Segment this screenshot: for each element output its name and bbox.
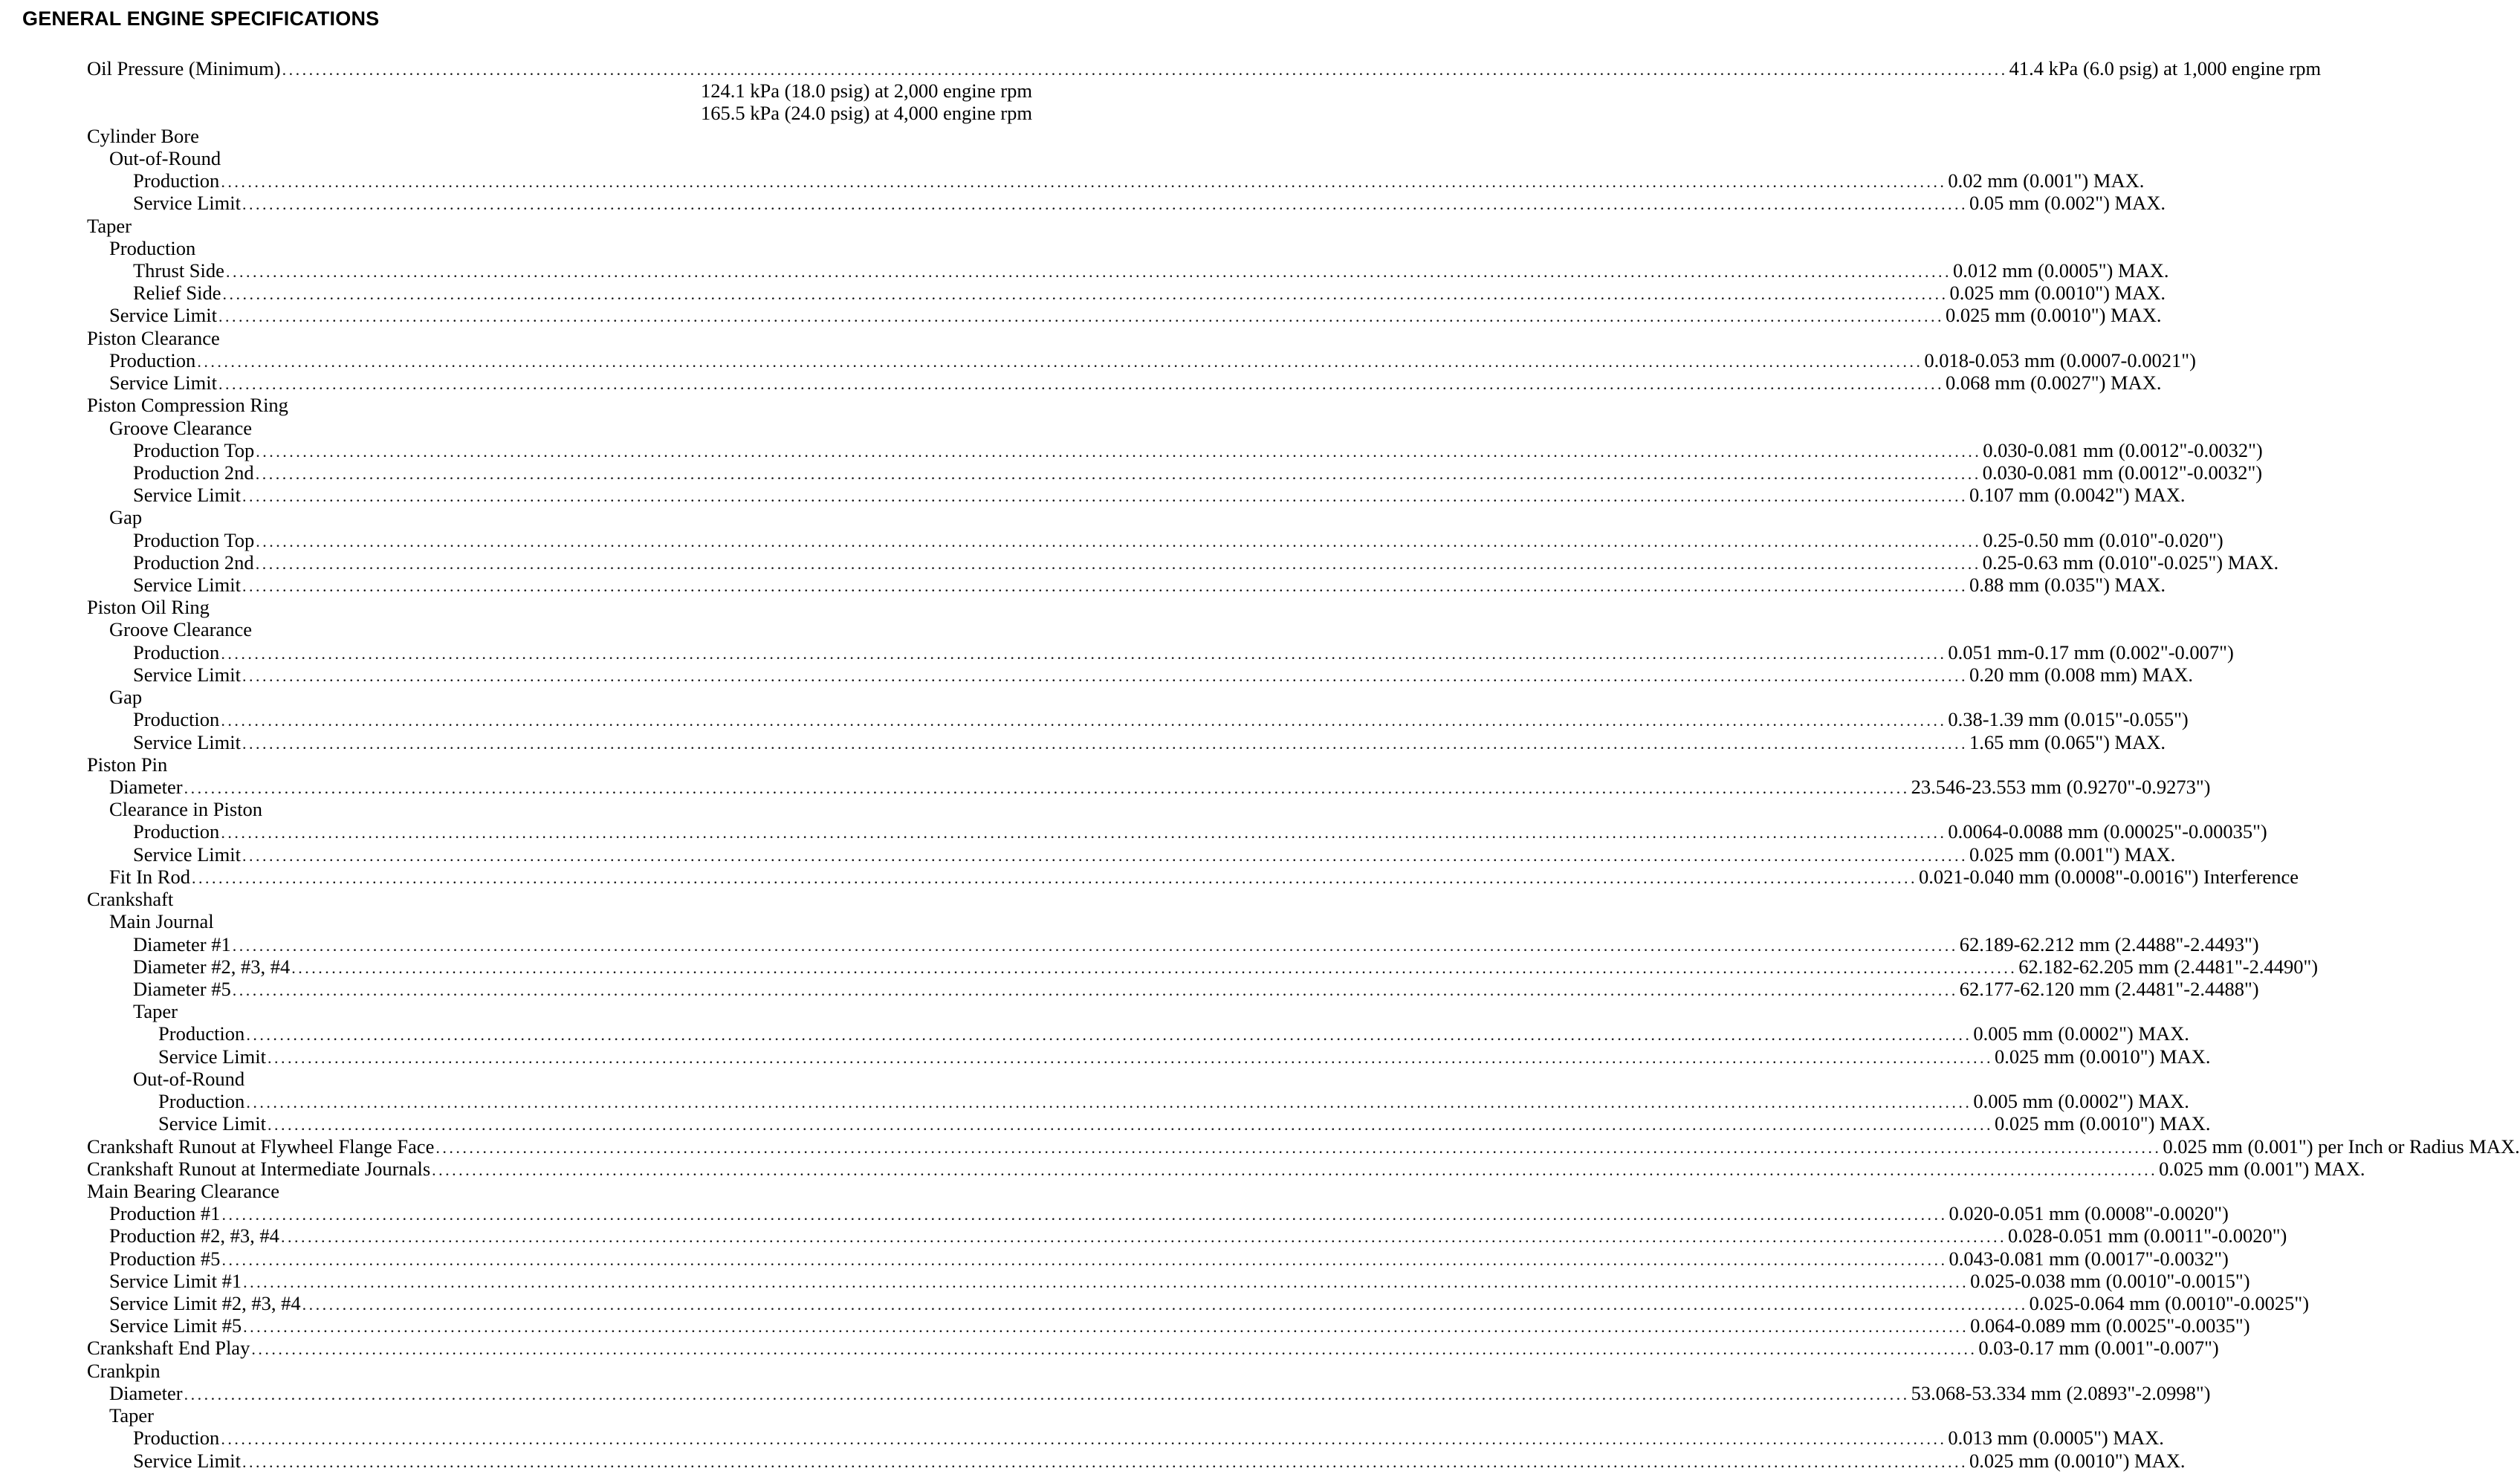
- spec-heading: Piston Pin: [87, 753, 168, 776]
- spec-value: 0.25-0.50 mm (0.010"-0.020"): [1983, 528, 2223, 551]
- spec-label: Production: [158, 1090, 245, 1113]
- spec-heading: Clearance in Piston: [109, 798, 263, 821]
- spec-value: 0.005 mm (0.0002") MAX.: [1973, 1022, 2189, 1045]
- spec-heading: Cylinder Bore: [87, 124, 199, 147]
- spec-row: [0, 776, 2211, 798]
- spec-value: 0.38-1.39 mm (0.015"-0.055"): [1948, 708, 2189, 731]
- spec-label: Service Limit #1: [109, 1269, 242, 1292]
- dot-leader: [223, 283, 1949, 305]
- spec-label: Production 2nd: [133, 461, 254, 484]
- spec-row: [0, 932, 2259, 955]
- spec-label: Production Top: [133, 438, 255, 461]
- spec-heading: Groove Clearance: [109, 416, 253, 439]
- spec-value: 0.030-0.081 mm (0.0012"-0.0032"): [1982, 461, 2263, 484]
- spec-label: Service Limit: [158, 1045, 266, 1068]
- spec-row: [0, 259, 2169, 282]
- spec-value: 0.025 mm (0.0010") MAX.: [1969, 1449, 2186, 1472]
- spec-row: [0, 1381, 2211, 1404]
- dot-leader: [221, 171, 1946, 193]
- spec-value-continuation: 124.1 kPa (18.0 psig) at 2,000 engine rpm: [700, 79, 1032, 103]
- dot-leader: [251, 1338, 1977, 1360]
- spec-value: 0.018-0.053 mm (0.0007-0.0021"): [1924, 348, 2196, 371]
- spec-label: Thrust Side: [133, 259, 224, 282]
- dot-leader: [268, 1047, 1993, 1069]
- spec-value: 0.064-0.089 mm (0.0025"-0.0035"): [1970, 1314, 2250, 1337]
- spec-label: Production: [109, 348, 196, 371]
- dot-leader: [242, 845, 1968, 867]
- spec-label: Diameter #1: [133, 932, 231, 955]
- spec-row: [0, 528, 2223, 551]
- spec-row: [0, 551, 2279, 574]
- spec-row: [0, 663, 2194, 686]
- dot-leader: [256, 463, 1981, 485]
- spec-row: [0, 1449, 2186, 1472]
- spec-value: 62.189-62.212 mm (2.4488"-2.4493"): [1959, 932, 2259, 955]
- spec-value: 0.025-0.038 mm (0.0010"-0.0015"): [1970, 1269, 2250, 1292]
- spec-row: [0, 1337, 2219, 1360]
- dot-leader: [246, 1024, 1972, 1046]
- spec-row: [0, 1269, 2250, 1292]
- spec-heading: Out-of-Round: [133, 1067, 245, 1090]
- spec-row: [0, 1247, 2229, 1270]
- spec-heading: Taper: [109, 1404, 154, 1427]
- spec-value: 0.025 mm (0.001") MAX.: [2159, 1157, 2365, 1180]
- spec-heading: Gap: [109, 506, 143, 529]
- dot-leader: [242, 1451, 1968, 1473]
- spec-value: 0.013 mm (0.0005") MAX.: [1948, 1427, 2164, 1450]
- spec-heading: Piston Clearance: [87, 326, 220, 349]
- spec-heading: Piston Oil Ring: [87, 596, 210, 619]
- spec-value: 0.03-0.17 mm (0.001"-0.007"): [1978, 1337, 2219, 1360]
- dot-leader: [291, 957, 2017, 979]
- dot-leader: [268, 1114, 1993, 1136]
- dot-leader: [242, 485, 1968, 507]
- dot-leader: [242, 733, 1968, 755]
- dot-leader: [221, 822, 1946, 844]
- spec-label: Production #5: [109, 1247, 221, 1270]
- spec-value: 62.182-62.205 mm (2.4481"-2.4490"): [2018, 955, 2319, 978]
- spec-list: [0, 57, 2520, 1472]
- spec-row: [0, 461, 2263, 484]
- spec-value: 0.025 mm (0.0010") MAX.: [1949, 282, 2166, 305]
- spec-label: Production: [133, 820, 220, 843]
- spec-row: [0, 484, 2186, 507]
- dot-leader: [242, 575, 1968, 597]
- spec-row: [0, 843, 2176, 866]
- dot-leader: [192, 867, 1917, 889]
- spec-value: 0.021-0.040 mm (0.0008"-0.0016") Interference: [1918, 865, 2299, 888]
- dot-leader: [184, 777, 1910, 799]
- spec-label: Production: [133, 169, 220, 192]
- dot-leader: [243, 1316, 1969, 1338]
- spec-row: [0, 282, 2166, 305]
- spec-value: 0.025 mm (0.0010") MAX.: [1994, 1112, 2211, 1135]
- spec-label: Production 2nd: [133, 551, 254, 574]
- spec-label: Service Limit: [133, 663, 241, 686]
- dot-leader: [221, 1428, 1946, 1450]
- dot-leader: [242, 665, 1968, 687]
- spec-row: [0, 730, 2166, 753]
- spec-value: 53.068-53.334 mm (2.0893"-2.0998"): [1911, 1381, 2211, 1404]
- spec-heading: Out-of-Round: [109, 146, 221, 169]
- dot-leader: [281, 1226, 2006, 1248]
- dot-leader: [435, 1137, 2161, 1159]
- spec-value: 0.025 mm (0.0010") MAX.: [1945, 304, 2162, 327]
- spec-value: 0.025-0.064 mm (0.0010"-0.0025"): [2029, 1292, 2310, 1315]
- spec-value: 0.025 mm (0.001") MAX.: [1969, 843, 2176, 866]
- spec-label: Crankshaft End Play: [87, 1337, 250, 1360]
- spec-row: [0, 640, 2234, 663]
- page-title: GENERAL ENGINE SPECIFICATIONS: [22, 7, 380, 30]
- spec-row: [0, 977, 2259, 1000]
- spec-row: [0, 348, 2196, 371]
- spec-row: [0, 192, 2166, 215]
- spec-value: 0.051 mm-0.17 mm (0.002"-0.007"): [1948, 640, 2234, 663]
- spec-heading: Taper: [133, 1000, 178, 1023]
- spec-label: Fit In Rod: [109, 865, 190, 888]
- spec-row: [0, 1135, 2520, 1158]
- dot-leader: [256, 441, 1981, 463]
- spec-label: Relief Side: [133, 282, 221, 305]
- dot-leader: [243, 1271, 1969, 1294]
- spec-label: Oil Pressure (Minimum): [87, 57, 281, 79]
- dot-leader: [432, 1159, 2157, 1181]
- dot-leader: [256, 530, 1981, 553]
- spec-value: 0.005 mm (0.0002") MAX.: [1973, 1090, 2189, 1113]
- spec-value: 0.068 mm (0.0027") MAX.: [1945, 371, 2162, 395]
- dot-leader: [282, 59, 2008, 81]
- dot-leader: [184, 1383, 1910, 1406]
- spec-label: Service Limit: [109, 371, 217, 395]
- spec-value: 0.05 mm (0.002") MAX.: [1969, 192, 2166, 215]
- spec-row: [0, 438, 2263, 461]
- spec-value: 0.012 mm (0.0005") MAX.: [1952, 259, 2169, 282]
- spec-row: [0, 1045, 2211, 1068]
- dot-leader: [246, 1091, 1972, 1114]
- spec-row: [0, 57, 2322, 79]
- spec-value: 1.65 mm (0.065") MAX.: [1969, 730, 2166, 753]
- spec-heading: Crankshaft: [87, 888, 174, 911]
- spec-label: Service Limit: [109, 304, 217, 327]
- spec-row: [0, 708, 2189, 731]
- spec-row: [0, 1090, 2189, 1113]
- spec-label: Production: [133, 1427, 220, 1450]
- spec-label: Service Limit: [133, 1449, 241, 1472]
- spec-value: 0.025 mm (0.0010") MAX.: [1994, 1045, 2211, 1068]
- dot-leader: [221, 710, 1946, 732]
- spec-value: 0.025 mm (0.001") per Inch or Radius MAX.: [2163, 1135, 2520, 1158]
- spec-heading: Main Bearing Clearance: [87, 1179, 279, 1202]
- spec-heading: Groove Clearance: [109, 618, 253, 641]
- dot-leader: [218, 373, 1944, 395]
- spec-label: Diameter: [109, 1381, 183, 1404]
- spec-row: [0, 955, 2319, 978]
- spec-label: Service Limit: [133, 843, 241, 866]
- spec-label: Production: [133, 640, 220, 663]
- spec-row: [0, 1224, 2287, 1247]
- spec-label: Service Limit #2, #3, #4: [109, 1292, 301, 1315]
- spec-row: [0, 169, 2145, 192]
- spec-label: Diameter #2, #3, #4: [133, 955, 291, 978]
- spec-label: Crankshaft Runout at Intermediate Journals: [87, 1157, 431, 1180]
- spec-heading: Taper: [87, 214, 132, 237]
- spec-value: 62.177-62.120 mm (2.4481"-2.4488"): [1959, 977, 2259, 1000]
- spec-row: [0, 1112, 2211, 1135]
- spec-label: Production Top: [133, 528, 255, 551]
- spec-value: 23.546-23.553 mm (0.9270"-0.9273"): [1911, 776, 2211, 798]
- spec-row: [0, 1022, 2189, 1045]
- spec-label: Service Limit: [158, 1112, 266, 1135]
- dot-leader: [242, 193, 1968, 215]
- spec-label: Service Limit: [133, 574, 241, 597]
- spec-label: Production #2, #3, #4: [109, 1224, 279, 1247]
- spec-value: 0.028-0.051 mm (0.0011"-0.0020"): [2007, 1224, 2287, 1247]
- spec-value: 0.88 mm (0.035") MAX.: [1969, 574, 2166, 597]
- dot-leader: [233, 935, 1958, 957]
- spec-value: 0.020-0.051 mm (0.0008"-0.0020"): [1949, 1202, 2229, 1225]
- spec-value: 41.4 kPa (6.0 psig) at 1,000 engine rpm: [2009, 57, 2322, 79]
- dot-leader: [221, 643, 1946, 665]
- dot-leader: [256, 553, 1981, 575]
- dot-leader: [226, 261, 1951, 283]
- spec-heading: Production: [109, 236, 196, 259]
- spec-label: Service Limit: [133, 192, 241, 215]
- spec-row: [0, 865, 2299, 888]
- spec-heading: Gap: [109, 686, 143, 709]
- dot-leader: [302, 1294, 2028, 1316]
- spec-label: Production #1: [109, 1202, 221, 1225]
- spec-label: Production: [158, 1022, 245, 1045]
- spec-value: 0.030-0.081 mm (0.0012"-0.0032"): [1983, 438, 2263, 461]
- spec-label: Crankshaft Runout at Flywheel Flange Face: [87, 1135, 435, 1158]
- dot-leader: [233, 979, 1958, 1002]
- spec-label: Production: [133, 708, 220, 731]
- spec-value: 0.02 mm (0.001") MAX.: [1948, 169, 2145, 192]
- spec-heading: Crankpin: [87, 1359, 161, 1382]
- dot-leader: [218, 305, 1944, 328]
- dot-leader: [221, 1204, 1947, 1226]
- spec-label: Service Limit: [133, 484, 241, 507]
- spec-value: 0.043-0.081 mm (0.0017"-0.0032"): [1949, 1247, 2229, 1270]
- spec-label: Diameter #5: [133, 977, 231, 1000]
- spec-value: 0.25-0.63 mm (0.010"-0.025") MAX.: [1982, 551, 2279, 574]
- spec-row: [0, 820, 2267, 843]
- spec-row: [0, 574, 2166, 597]
- spec-value: 0.107 mm (0.0042") MAX.: [1969, 484, 2186, 507]
- spec-row: [0, 1202, 2229, 1225]
- spec-label: Service Limit #5: [109, 1314, 242, 1337]
- spec-heading: Main Journal: [109, 910, 214, 933]
- dot-leader: [221, 1249, 1947, 1271]
- spec-row: [0, 1157, 2365, 1180]
- spec-label: Service Limit: [133, 730, 241, 753]
- spec-label: Diameter: [109, 776, 183, 798]
- spec-row: [0, 304, 2162, 327]
- spec-row: [0, 1292, 2310, 1315]
- spec-row: [0, 1427, 2164, 1450]
- dot-leader: [197, 351, 1923, 373]
- spec-value: 0.20 mm (0.008 mm) MAX.: [1969, 663, 2194, 686]
- spec-row: [0, 371, 2162, 395]
- spec-row: [0, 1314, 2250, 1337]
- spec-value-continuation: 165.5 kPa (24.0 psig) at 4,000 engine rpm: [700, 102, 1032, 125]
- spec-value: 0.0064-0.0088 mm (0.00025"-0.00035"): [1948, 820, 2267, 843]
- spec-heading: Piston Compression Ring: [87, 394, 288, 417]
